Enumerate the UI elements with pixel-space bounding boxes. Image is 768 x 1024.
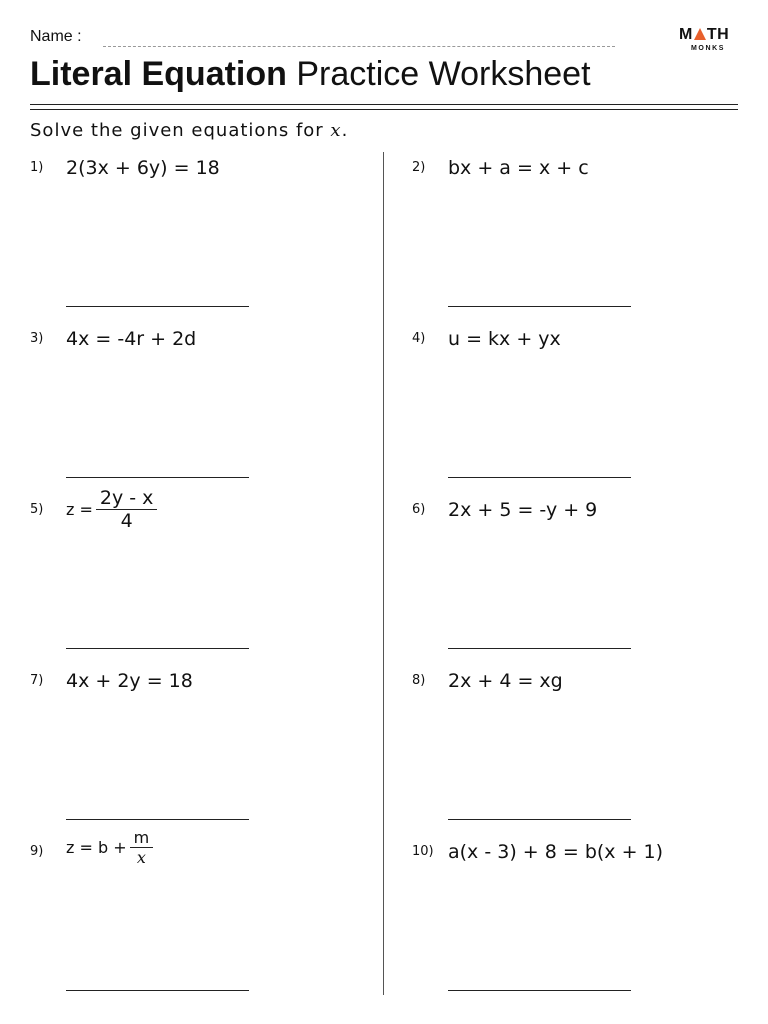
problem-number: 7): [30, 673, 44, 688]
problem-equation: [66, 828, 156, 867]
answer-line[interactable]: [448, 990, 631, 991]
problem-number: 10): [412, 844, 434, 859]
answer-line[interactable]: [448, 477, 631, 478]
name-field-line[interactable]: [103, 46, 615, 47]
fraction: [96, 487, 158, 532]
answer-line[interactable]: [66, 306, 249, 307]
problem-5: [30, 487, 370, 652]
logo-subtext: MONKS: [691, 45, 726, 52]
problem-3: [30, 328, 370, 481]
title-rule-top: [30, 104, 738, 105]
fraction: [130, 828, 154, 867]
problem-equation: 4x = -4r + 2d: [66, 328, 197, 350]
problem-equation: 2(3x + 6y) = 18: [66, 157, 220, 179]
problem-number: 3): [30, 331, 44, 346]
problem-equation: [66, 487, 160, 532]
answer-line[interactable]: [66, 477, 249, 478]
answer-line[interactable]: [66, 990, 249, 991]
problem-equation: u = kx + yx: [448, 328, 561, 350]
answer-line[interactable]: [66, 819, 249, 820]
problem-equation: 2x + 4 = xg: [448, 670, 563, 692]
fraction-denominator: 4: [120, 510, 133, 532]
problem-7: [30, 670, 370, 823]
problem-1: [30, 157, 370, 310]
problem-number: 9): [30, 844, 44, 859]
problem-2: [412, 157, 752, 310]
answer-line[interactable]: [66, 648, 249, 649]
instructions-end: .: [341, 120, 349, 141]
page-title: [30, 55, 591, 94]
logo-wordmark: M TH: [679, 26, 730, 43]
fraction-denominator: x: [136, 848, 146, 867]
problem-6: [412, 499, 752, 652]
problem-9: [30, 828, 370, 994]
triangle-icon: [694, 28, 706, 40]
problem-equation: 4x + 2y = 18: [66, 670, 193, 692]
title-bold: Literal Equation: [30, 55, 287, 93]
problem-number: 6): [412, 502, 426, 517]
problem-10: [412, 841, 752, 994]
instructions-text: Solve the given equations for: [30, 120, 331, 141]
problem-8: [412, 670, 752, 823]
math-monks-logo: [679, 26, 739, 58]
answer-line[interactable]: [448, 306, 631, 307]
problem-number: 4): [412, 331, 426, 346]
equation-lhs: z =: [66, 500, 93, 519]
problem-number: 5): [30, 502, 44, 517]
problem-4: [412, 328, 752, 481]
instructions: [30, 120, 348, 141]
problem-number: 8): [412, 673, 426, 688]
title-rule-bottom: [30, 109, 738, 110]
problem-equation: a(x - 3) + 8 = b(x + 1): [448, 841, 664, 863]
column-divider: [383, 152, 384, 995]
fraction-numerator: 2y - x: [96, 487, 158, 510]
fraction-numerator: m: [130, 828, 154, 848]
name-label: Name :: [30, 28, 82, 45]
instructions-variable: x: [330, 120, 342, 141]
problem-equation: 2x + 5 = -y + 9: [448, 499, 598, 521]
title-rest: Practice Worksheet: [286, 55, 591, 93]
answer-line[interactable]: [448, 819, 631, 820]
problem-number: 2): [412, 160, 426, 175]
answer-line[interactable]: [448, 648, 631, 649]
problem-equation: bx + a = x + c: [448, 157, 589, 179]
problem-number: 1): [30, 160, 44, 175]
equation-lhs: z = b +: [66, 838, 127, 857]
